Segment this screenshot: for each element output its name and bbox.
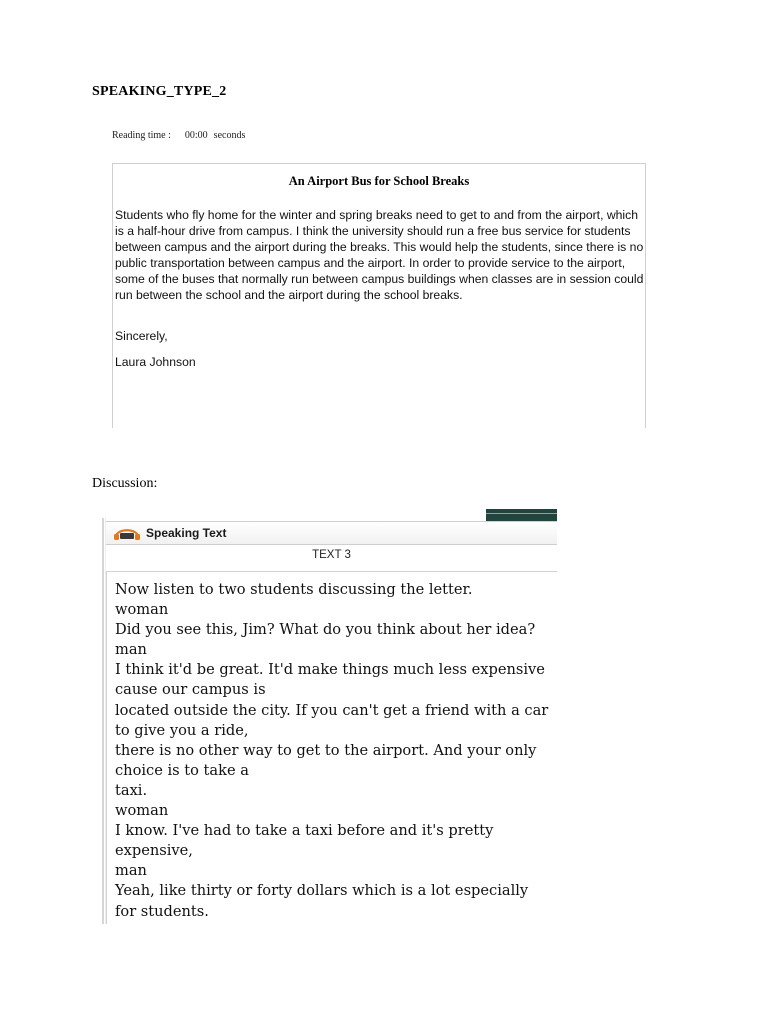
letter-signature: Laura Johnson [115,355,196,369]
reading-time-value: 00:00 [184,130,208,141]
reading-time [112,130,245,141]
transcript-line: man [115,641,147,659]
transcript-line: to give you a ride, [115,721,249,739]
discussion-label: Discussion: [92,476,158,491]
reading-time-unit: seconds [213,130,246,141]
transcript-box [106,571,557,924]
text-number-label: TEXT 3 [312,549,351,561]
speaking-text-panel [102,509,557,924]
headphones-logo-icon [112,525,142,541]
transcript-line: cause our campus is [115,681,266,699]
panel-left-border [102,518,104,924]
transcript-line: located outside the city. If you can't get a friend with a car [115,701,549,719]
transcript-lines [115,580,548,922]
transcript-line: choice is to take a [115,761,249,779]
reading-time-label: Reading time : [112,130,171,141]
transcript-line: woman [115,802,169,820]
transcript-line: man [115,862,147,880]
letter-heading: An Airport Bus for School Breaks [288,174,470,188]
transcript-line: I know. I've had to take a taxi before and it's pretty [115,822,494,840]
transcript-line: for students. [115,902,209,920]
transcript-line: Now listen to two students discussing the letter. [115,581,473,598]
transcript-line: Yeah, like thirty or forty dollars which is a lot especially [115,882,529,900]
document-title: SPEAKING_TYPE_2 [92,84,227,99]
transcript-line: taxi. [115,781,148,799]
transcript-line: woman [115,601,169,619]
toolbar-dark-bar-line [486,513,557,514]
letter-closing: Sincerely, [115,329,168,343]
panel-title: Speaking Text [146,526,227,540]
panel-header [106,521,557,545]
letter-box [112,163,646,428]
letter-body: Students who fly home for the winter and spring breaks need to get to and from the airport, which is a half-hour drive from campus. I think the university should run a free bus service for students between campus and the airport during the breaks. This would help the students, since there is no public transportation between campus and the airport. In order to provide service to the airport, some of the buses that normally run between campus buildings when classes are in session could run between the school and the airport during the school breaks. [115,208,644,302]
transcript-line: I think it'd be great. It'd make things much less expensive [115,661,545,679]
transcript-line: expensive, [115,842,193,860]
transcript-line: there is no other way to get to the airport. And your only [115,741,537,759]
transcript-line: Did you see this, Jim? What do you think about her idea? [115,621,536,639]
